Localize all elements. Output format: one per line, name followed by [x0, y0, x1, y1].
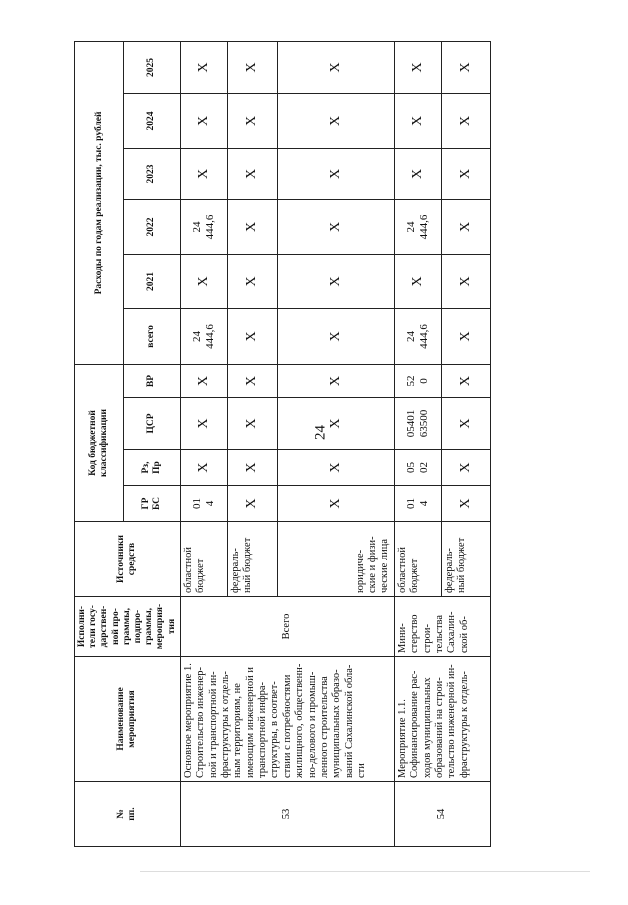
header-rzpr: Рз, Пр [124, 450, 181, 486]
y2023: X [394, 148, 441, 199]
rzpr: X [277, 450, 394, 486]
header-2024: 2024 [124, 93, 181, 148]
row-number: 54 [394, 782, 490, 847]
rotated-table-container [74, 47, 546, 847]
event-name: Основное мероприятие 1. Строительство инженер- ной и транспортной ин- фраструктуры к отдель- ным территориям, не имеющим инженерной и транспортной инфра- структуры, в соответ- ствии с потребностями жилищного, общественн- но-делового и промыш- ленного строительства муниципальных образо- ваний Сахалинской обла- сти [180, 657, 394, 782]
vr: X [441, 364, 490, 397]
header-source: Источники средств [75, 522, 181, 597]
y2024: X [441, 93, 490, 148]
header-budget-code: Код бюджетной классификации [75, 364, 124, 521]
y2025: X [277, 41, 394, 93]
vr: X [227, 364, 277, 397]
source: областной бюджет [180, 522, 227, 597]
page-edge-line [140, 871, 590, 872]
header-csr: ЦСР [124, 398, 181, 450]
header-total: всего [124, 308, 181, 364]
y2022: 24 444,6 [180, 199, 227, 254]
header-2023: 2023 [124, 148, 181, 199]
y2023: X [441, 148, 490, 199]
csr: X [277, 398, 394, 450]
y2021: X [441, 254, 490, 308]
grbs: 01 4 [180, 486, 227, 522]
source: федераль- ный бюджет [227, 522, 277, 597]
header-expenses: Расходы по годам реализации, тыс. рублей [75, 41, 124, 364]
event-name: Мероприятие 1.1. Софинансирование рас- ходов муниципальных образований на строи- тельство инженерной ин- фраструктуры к отдель- [394, 657, 490, 782]
csr: X [441, 398, 490, 450]
row-number: 53 [180, 782, 394, 847]
header-executor: Исполни- тели госу- дарствен- ной про- граммы, подпро- граммы, мероприя- тия [75, 597, 181, 657]
header-grbs: ГР БС [124, 486, 181, 522]
total: X [277, 308, 394, 364]
rzpr: X [441, 450, 490, 486]
grbs: X [441, 486, 490, 522]
expenses-table [74, 41, 491, 847]
rzpr: X [180, 450, 227, 486]
total: X [227, 308, 277, 364]
header-2022: 2022 [124, 199, 181, 254]
rzpr: 05 02 [394, 450, 441, 486]
y2025: X [394, 41, 441, 93]
y2022: X [277, 199, 394, 254]
y2024: X [277, 93, 394, 148]
vr: 52 0 [394, 364, 441, 397]
rzpr: X [227, 450, 277, 486]
source: областной бюджет [394, 522, 441, 597]
y2025: X [180, 41, 227, 93]
total: 24 444,6 [394, 308, 441, 364]
executor: Мини- стерство строи- тельства Сахалин- ской об- [394, 597, 490, 657]
table-row-53-regional [180, 41, 227, 846]
header-2021: 2021 [124, 254, 181, 308]
y2022: X [227, 199, 277, 254]
y2022: 24 444,6 [394, 199, 441, 254]
y2023: X [227, 148, 277, 199]
y2023: X [277, 148, 394, 199]
csr: X [227, 398, 277, 450]
csr: 05401 63500 [394, 398, 441, 450]
executor: Всего [180, 597, 394, 657]
grbs: 01 4 [394, 486, 441, 522]
y2024: X [180, 93, 227, 148]
y2024: X [227, 93, 277, 148]
y2021: X [394, 254, 441, 308]
header-no: № пп. [75, 782, 181, 847]
grbs: X [227, 486, 277, 522]
header-vr: ВР [124, 364, 181, 397]
table-row-54-regional [394, 41, 441, 846]
y2021: X [227, 254, 277, 308]
header-2025: 2025 [124, 41, 181, 93]
y2021: X [180, 254, 227, 308]
vr: X [277, 364, 394, 397]
y2025: X [441, 41, 490, 93]
source: юридиче- ские и физи- ческие лица [277, 522, 394, 597]
y2025: X [227, 41, 277, 93]
total: X [441, 308, 490, 364]
y2024: X [394, 93, 441, 148]
csr: X [180, 398, 227, 450]
grbs: X [277, 486, 394, 522]
y2022: X [441, 199, 490, 254]
y2023: X [180, 148, 227, 199]
total: 24 444,6 [180, 308, 227, 364]
source: федераль- ный бюджет [441, 522, 490, 597]
vr: X [180, 364, 227, 397]
y2021: X [277, 254, 394, 308]
header-name: Наименование мероприятия [75, 657, 181, 782]
page-number: 24 [312, 425, 329, 440]
